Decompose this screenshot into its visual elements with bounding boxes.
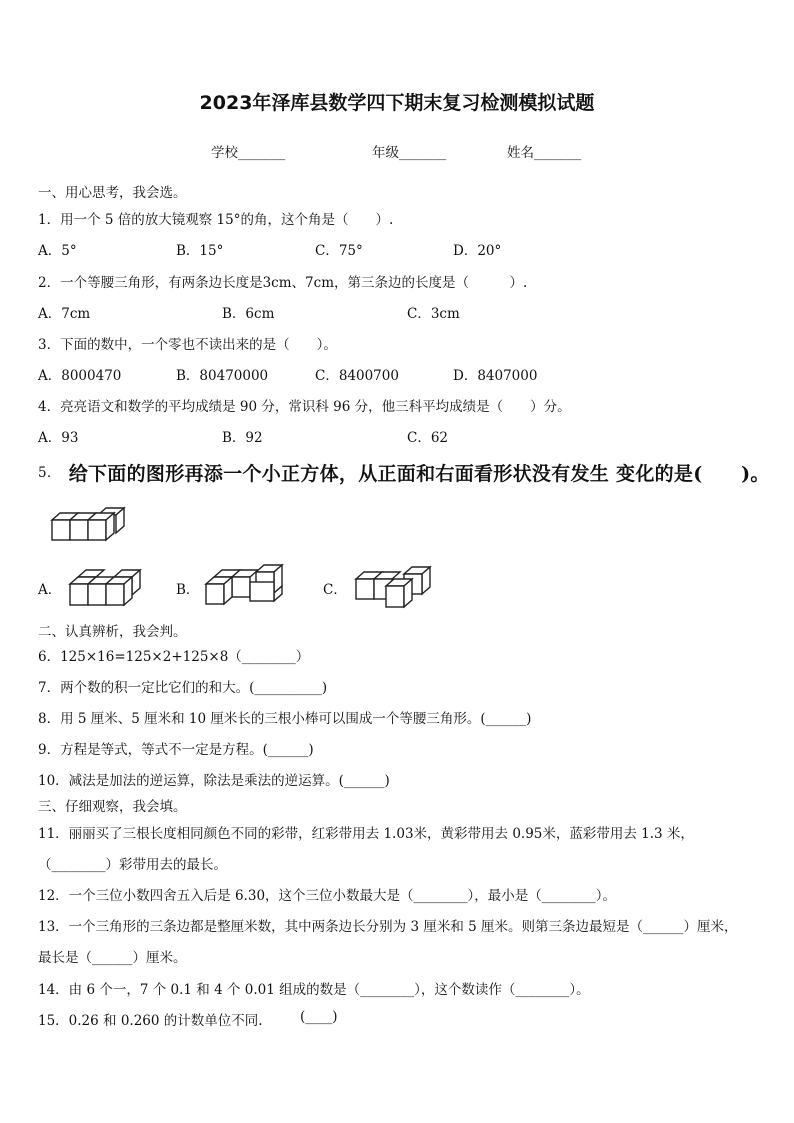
q4-option-a: A．93 xyxy=(38,430,79,446)
grade-field: 年级_______ xyxy=(372,145,447,161)
q2-option-c: C．3cm xyxy=(407,306,460,322)
question-2: 2．一个等腰三角形，有两条边长度是3cm、7cm，第三条边的长度是（ ）. xyxy=(38,275,528,291)
question-13-line-1: 13．一个三角形的三条边都是整厘米数，其中两条边长分别为 3 厘米和 5 厘米。则第三条边最短是（______）厘米， xyxy=(38,919,738,935)
question-7: 7．两个数的积一定比它们的和大。(__________) xyxy=(38,680,328,696)
question-5-text: 给下面的图形再添一个小正方体，从正面和右面看形状没有发生 变化的是( )。 xyxy=(68,463,770,485)
q3-option-b: B．80470000 xyxy=(176,368,269,384)
q1-option-b: B．15° xyxy=(176,243,224,259)
question-1: 1．用一个 5 倍的放大镜观察 15°的角，这个角是（ ）. xyxy=(38,212,394,228)
cube-face xyxy=(88,584,106,605)
q1-option-c: C．75° xyxy=(315,243,363,259)
question-11-line-2: （________）彩带用去的最长。 xyxy=(38,857,227,873)
question-14: 14．由 6 个一，7 个 0.1 和 4 个 0.01 组成的数是（________），这个数读作（________）。 xyxy=(38,982,590,998)
section-2-heading: 二、认真辨析，我会判。 xyxy=(38,624,187,640)
q2-option-a: A．7cm xyxy=(38,306,91,322)
q3-option-d: D．8407000 xyxy=(453,368,538,384)
question-15-blank: (____) xyxy=(300,1009,338,1025)
question-13-line-2: 最长是（______）厘米。 xyxy=(38,950,187,966)
cube-face xyxy=(88,520,106,540)
question-5-number: 5． xyxy=(38,465,61,481)
q5-option-b: B． xyxy=(176,582,200,598)
question-5 xyxy=(38,459,770,486)
question-15: 15．0.26 和 0.260 的计数单位不同. xyxy=(38,1013,263,1029)
q4-option-b: B．92 xyxy=(222,430,263,446)
q5-main-figure xyxy=(48,505,132,545)
section-1-heading: 一、用心思考，我会选。 xyxy=(38,185,187,201)
section-3-heading: 三、仔细观察，我会填。 xyxy=(38,799,187,815)
cube-face xyxy=(232,577,250,597)
cube-face xyxy=(356,579,374,599)
question-8: 8．用 5 厘米、5 厘米和 10 厘米长的三根小棒可以围成一个等腰三角形。(______) xyxy=(38,711,532,727)
cube-face xyxy=(78,570,104,577)
question-10: 10．减法是加法的逆运算，除法是乘法的逆运算。(______) xyxy=(38,773,390,789)
question-12: 12．一个三位小数四舍五入后是 6.30，这个三位小数最大是（________），最小是（________）。 xyxy=(38,888,617,904)
q5-option-c: C． xyxy=(323,582,347,598)
question-11-line-1: 11．丽丽买了三根长度相同颜色不同的彩带，红彩带用去 1.03米，黄彩带用去 0.95米，蓝彩带用去 1.3 米， xyxy=(38,826,694,842)
question-4: 4．亮亮语文和数学的平均成绩是 90 分，常识科 96 分，他三科平均成绩是（ ）分。 xyxy=(38,399,571,415)
name-field: 姓名_______ xyxy=(507,145,582,161)
q5-option-a: A． xyxy=(38,582,62,598)
q4-option-c: C．62 xyxy=(407,430,449,446)
question-6: 6．125×16=125×2+125×8（________） xyxy=(38,649,310,665)
cube-face xyxy=(70,520,88,540)
cube-face xyxy=(52,520,70,540)
cube-face xyxy=(206,584,224,604)
q2-option-b: B．6cm xyxy=(222,306,275,322)
cube-face xyxy=(106,584,124,605)
question-3: 3．下面的数中，一个零也不读出来的是（ ）。 xyxy=(38,337,337,353)
q5-option-a-figure xyxy=(66,568,150,610)
page-title: 2023年泽库县数学四下期末复习检测模拟试题 xyxy=(199,92,595,114)
school-field: 学校_______ xyxy=(211,145,286,161)
q1-option-d: D．20° xyxy=(453,243,502,259)
q3-option-a: A．8000470 xyxy=(38,368,122,384)
cube-face xyxy=(386,586,404,607)
question-9: 9．方程是等式，等式不一定是方程。(______) xyxy=(38,742,314,758)
cube-face xyxy=(70,584,88,605)
q3-option-c: C．8400700 xyxy=(315,368,399,384)
q5-option-c-figure xyxy=(352,566,436,614)
q1-option-a: A．5° xyxy=(38,243,77,259)
q5-option-b-figure xyxy=(202,564,294,612)
cube-face xyxy=(250,582,274,601)
